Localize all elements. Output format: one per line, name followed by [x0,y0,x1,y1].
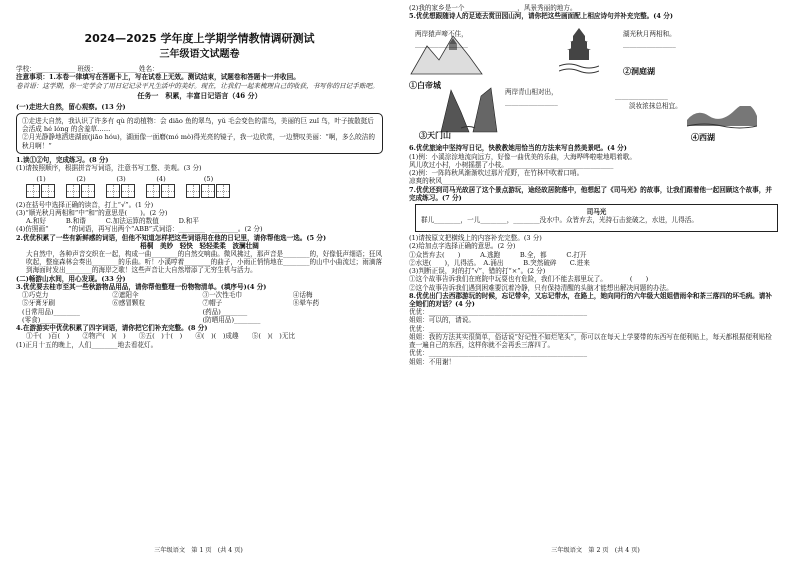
place-west-lake: ④西湖 [691,132,715,143]
question-7-3: (3)判断正误，对的打“√”，错的打“×”。(2 分) [409,267,546,276]
dialogue-line-3[interactable]: 优优：________________________________________________ [409,324,588,333]
question-1-3: (3)“顺光秋月两相和”中“和”的意思是( )。(2 分) [16,208,168,217]
tianmen-mountain-picture [439,82,499,134]
place-tianmen-mountain: ③天门山 [419,130,451,141]
notice: 注意事项：1.本卷一律填写在答题卡上，写在试卷上无效。测试结束，试题卷和答题卡一并收回。 [16,73,300,82]
page-2-footer: 三年级语文 第 2 页 (共 4 页) [551,547,640,555]
dialogue-line-4: 姐姐：我的方法其实很简单，俗话说“好记性不如烂笔头”，你可以在每天上学要带的东西写在便利贴上，每天都根据便利贴检查一遍自己的东西，这样你就不会再丢三落四了。 [409,332,772,350]
question-1-4: (4)仿照画“ ”的词语，再写出两个“ABB”式词语：________ ________。(2 分) [16,225,263,234]
poem-line-2-answer[interactable]: ________________ [623,40,676,49]
poem-line-4-answer[interactable]: ________________ [615,92,668,101]
question-7-2-b: ②水迸( )，儿得活。 A.涌出 B.突然破碎 C.进来 [409,258,590,267]
question-6-2: 风儿吹过小村，小树摇摆了小枝。________________________________ [409,160,614,169]
grid-cell-4[interactable]: (4) [146,175,176,197]
question-5: 5.优优想跟随诗人的足迹去赏田园山河，请你把这些画面配上相应诗句并补充完整。(4 分) [409,12,673,21]
section-one-heading: (一)走进大自然，留心观察。(13 分) [16,102,126,111]
question-1-2: (2)在括号中选择正确的读音，打上“√”。(1 分) [16,200,154,209]
question-7-1: (1)请按原文把横线上的内容补充完整。(3 分) [409,234,542,243]
writing-grid [26,175,383,197]
question-8: 8.优优出门去西郡游玩的时候，忘记带伞，又忘记带水，在路上，她向同行的六年级大姐姐借雨伞和茶三落四的坏毛病。请补全她们的对话？(4 分) [409,291,772,308]
question-3-categories: (日常用品)________ (药品)________ (零食)________ (防晒用品)________ [22,307,261,324]
question-6-3: (2)例：一阵阵秋风渐渐吹过那片荒野，在竹林中吹着口哨。 [409,169,584,178]
question-1-3-options: A.和好 B.和谐 C.加法运算的数值 D.和平 [26,217,199,226]
question-1: 1.读①②句，完成练习。(8 分) [16,155,109,164]
question-7-3-b: ②这个故事告诉我们遇到困难要沉着冷静，只有保持清醒的头脑才能想出解决问题的办法。 [409,283,673,292]
dialogue-line-2: 姐姐：可以的，请说。 [409,316,475,325]
exam-subtitle: 三年级语文试题卷 [159,48,240,60]
question-4: 4.在游游实中优优积累了四字词语，请你把它们补充完整。(8 分) [16,324,208,333]
reading-box [16,113,383,154]
place-dongting-lake: ②洞庭湖 [623,66,655,77]
poem-pictures [409,22,778,144]
sima-guang-text: 群儿________，一儿________，________没水中。众皆弃去，光持石击瓮破之，水迸，儿得活。 [421,216,698,225]
grid-cell-2[interactable]: (2) [66,175,96,197]
exam-title: 2024—2025 学年度上学期学情教情调研测试 [84,32,315,45]
poem-line-2: 湖光秋月两相和。 [623,30,676,39]
question-7: 7.优优还到司马光故居了这个景点游玩，途经故居院落中，他想起了《司马光》的故事，让我们跟着他一起回顾这个故事，并完成练习。(7 分) [409,185,772,202]
question-3-items: ①巧克力 ②遮阳伞 ③一次性毛巾 ④话梅 ⑤牙膏牙刷 ⑥感冒颗粒 ⑦帽子 ⑧晕车药 [22,291,320,308]
question-7-2-a: ①众皆弃去( ) A.逃跑 B.全，都 C.打开 [409,250,587,259]
sima-guang-box [415,204,778,232]
question-7-3-a: ①这个故事告诉我们在庭院中玩耍也有危险，我们不能去那里玩了。 ( ) [409,275,649,284]
question-7-2: (2)给加点字选择正确的意思。(2 分) [409,242,516,251]
sima-guang-title: 司马光 [586,208,607,217]
grid-cell-3[interactable]: (3) [106,175,136,197]
poem-line-3-answer[interactable]: ________________ [505,98,558,107]
exam-page-2 [397,0,794,561]
dialogue-line-6: 姐姐：不用谢！ [409,357,456,366]
dongting-lake-picture [559,24,599,74]
dialogue-line-1[interactable]: 优优：________________________________________________ [409,308,588,317]
question-4-2: (2)我的家乡是一个________________，风景秀丽的地方。 [409,4,577,12]
box-paragraph-2: ②月光静静地洒进湖面(jiāo hóu)，湖面像一面磨(mó mò)得光亮的镜子，我一边欣赏，一边赞叹美丽：“啊，多么皎洁的秋月啊！” [22,133,375,150]
question-3: 3.优优要去桂市至其一些秋游物品用品，请你帮他整理一份物物清单。(填序号)(4 分) [16,282,267,291]
question-1-1: (1)请按照顺序，根据拼音写词语，注意书写工整、美观。(3 分) [16,164,202,173]
box-paragraph-1: ①走进大自然，我认识了许多有 qù 的动植物：会 diāo 鱼的翠鸟，yǔ 毛会变色的雷鸟，美丽的巨 zuǐ 鸟，叶子披散挺后会活成 hé lóng 的含羞草…… [22,116,374,134]
question-4-items: ①千( )百( ) ②物产( )( ) ③五( )十( ) ④( )( )成趣 ⑤( )( )无比 [26,332,296,341]
question-6-4: 凉爽的秋风________________________________________________ [409,177,601,186]
preface: 卷首语：这学期，你一定学会了用日记记录平凡生活中的美好。现在，让我们一起来梳理自己的收获，书写你的日记手账吧。 [16,81,379,90]
poem-line-4: 淡妆浓抹总相宜。 [629,102,682,111]
question-2-words: 梧桐 美妙 轻快 轻轻柔柔 波澜壮阔 [140,241,259,250]
page-1-footer: 三年级语文 第 1 页 (共 4 页) [154,547,243,555]
question-2-passage: 大自然中，各种声音交织在一起，构成一曲________的自然交响曲。微风拂过，那声音是________的，好像低声细语；狂风吹起，整座森林会奏出________的乐曲。听！小溪哼着________的曲子，小雨正悄悄地在________的山中小曲流过；雨滴落到海面时发出________的海岸之歌！这些声音让大自然增添了无穷生机与活力。 [26,249,383,275]
question-4-1: (1)正月十五的晚上，人们________地去看花灯。 [16,340,158,349]
question-6-1: (1)例：小溪淙淙地流向远方，好像一曲优美的乐曲，大海哗哗啦啦地唱着歌。 [409,152,636,161]
grid-cell-5[interactable]: (5) [186,175,231,197]
section-two-heading: (二)畅游山水间，用心发现。(33 分) [16,274,126,283]
poem-line-1: 两岸猿声啼不住， [415,30,468,39]
grid-cell-1[interactable]: (1) [26,175,56,197]
question-2: 2.优优积累了一些有新鲜感的词语，但他不知道怎样把这些词语用在他的日记里，请你帮他选一选。(5 分) [16,233,327,242]
student-info-line: 学校：____________ 班级：____________ 姓名：____________ [16,65,199,74]
question-6: 6.优优旅途中坚持写日记，快教教她用恰当的方法来写自然美景吧。(4 分) [409,144,627,153]
place-baidi-city: ①白帝城 [409,80,441,91]
task-one-heading: 任务一 积累，丰富日记语言（46 分） [137,90,262,100]
west-lake-picture [687,106,757,130]
poem-line-3: 两岸青山相对出， [505,88,558,97]
poem-line-1-answer[interactable]: ________________ [415,40,468,49]
dialogue-line-5[interactable]: 优优：________________________________________________ [409,349,588,358]
